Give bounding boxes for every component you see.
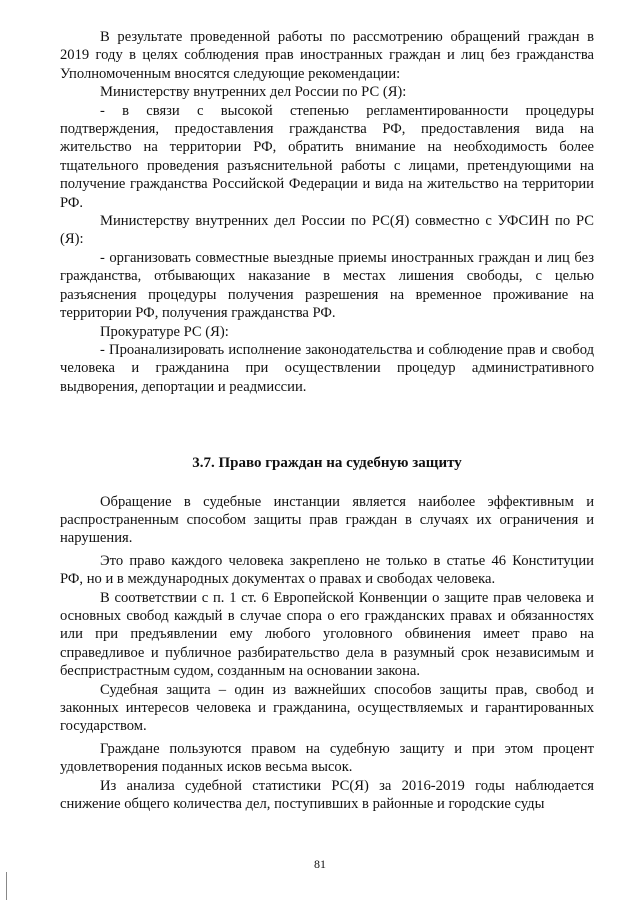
document-page (60, 28, 594, 813)
body-paragraph: Судебная защита – один из важнейших способов защиты прав, свобод и законных интересов человека и гражданина, осуществляемых и гарантированных государством. (60, 681, 594, 735)
body-paragraph: В соответствии с п. 1 ст. 6 Европейской Конвенции о защите прав человека и основных свобод каждый в случае спора о его гражданских правах и обязанностях или при предъявлении ему любого уголовного обвинения имеет право на справедливое и публичное разбирательство дела в разумный срок независимым и беспристрастным судом, созданным на основании закона. (60, 589, 594, 680)
recommendation-mvd-ufsin: - организовать совместные выездные приемы иностранных граждан и лиц без гражданства, отбывающих наказание в местах лишения свободы, с целью разъяснения процедуры получения разрешения на временное проживание на территории РФ, получения гражданства РФ. (60, 249, 594, 322)
page-number: 81 (314, 857, 326, 871)
recipient-mvd: Министерству внутренних дел России по РС (Я): (100, 84, 407, 101)
body-paragraph: Это право каждого человека закреплено не только в статье 46 Конституции РФ, но и в международных документах о правах и свободах человека. (60, 552, 594, 588)
recommendation-mvd: - в связи с высокой степенью регламентированности процедуры подтверждения, предоставления гражданства РФ, предоставления вида на жительство на территории РФ, обратить внимание на необходимость более тщательного проведения разъяснительной работы с лицами, претендующими на получение гражданства Российской Федерации и вида на жительство на территории РФ. (60, 102, 594, 211)
body-paragraph: Из анализа судебной статистики РС(Я) за 2016-2019 годы наблюдается снижение общего количества дел, поступивших в районные и городские суды (60, 777, 594, 813)
intro-paragraph: В результате проведенной работы по рассмотрению обращений граждан в 2019 году в целях соблюдения прав иностранных граждан и лиц без гражданства Уполномоченным вносятся следующие рекомендации: (60, 29, 594, 82)
recipient-prosecutor: Прокуратуре РС (Я): (100, 323, 229, 340)
section-heading: 3.7. Право граждан на судебную защиту (192, 455, 462, 472)
recipient-mvd-ufsin: Министерству внутренних дел России по РС(Я) совместно с УФСИН по РС (Я): (60, 213, 594, 248)
body-paragraph: Обращение в судебные инстанции является наиболее эффективным и распространенным способом защиты прав граждан в случаях их ограничения и нарушения. (60, 493, 594, 547)
body-paragraph: Граждане пользуются правом на судебную защиту и при этом процент удовлетворения поданных исков весьма высок. (60, 740, 594, 776)
recommendation-prosecutor: - Проанализировать исполнение законодательства и соблюдение прав и свобод человека и гражданина при осуществлении процедур административного выдворения, депортации и реадмиссии. (60, 341, 594, 395)
scan-edge-line (6, 872, 7, 900)
